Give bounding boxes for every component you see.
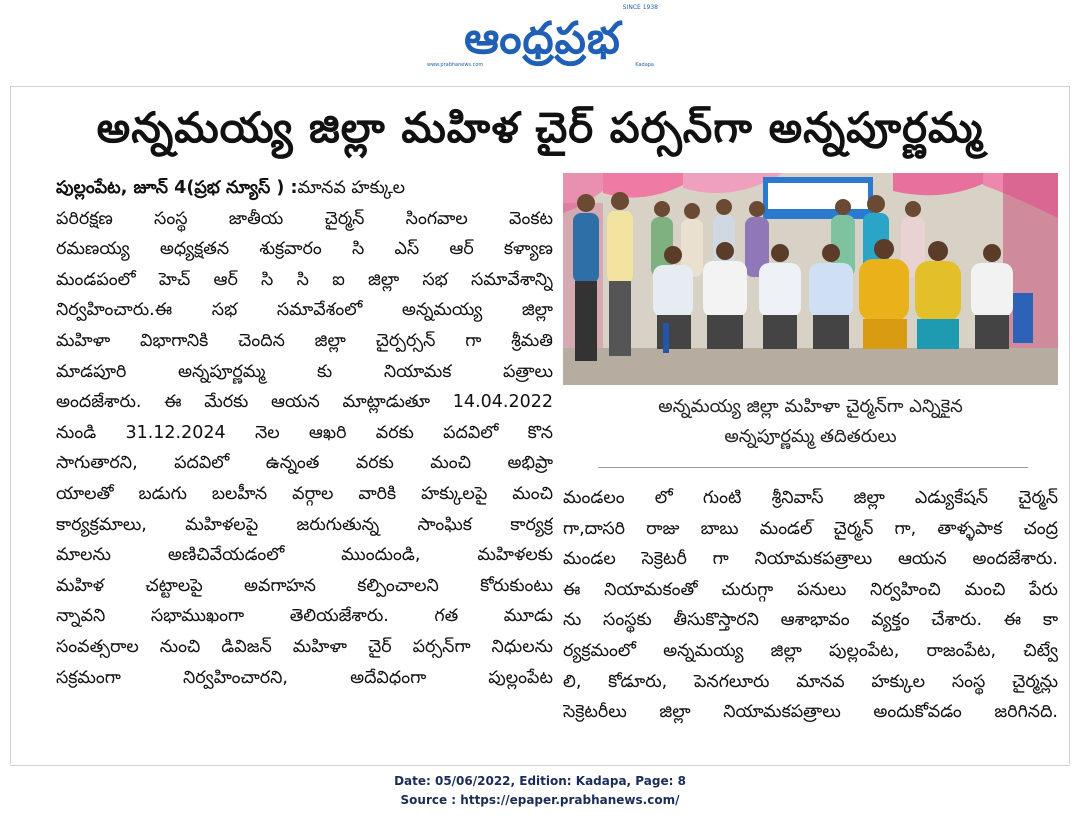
source-line: Source : https://epaper.prabhanews.com/ <box>400 793 680 807</box>
caption-line: అన్నపూర్ణమ్మ తదితరులు <box>724 426 897 447</box>
photo-caption <box>563 392 1058 452</box>
article-line: మాలను అణిచివేయడంలో ముందుండి, మహిళలకు <box>56 545 553 566</box>
logo-website: www.prabhanews.com <box>427 62 484 68</box>
article-headline: అన్నమయ్య జిల్లా మహిళ చైర్ పర్సన్‌గా అన్నపూర్ణమ్మ <box>96 103 984 152</box>
newspaper-logo <box>425 4 660 68</box>
article-dateline: పుల్లంపేట, జూన్ 4(ప్రభ న్యూస్ ) : <box>56 178 298 198</box>
article-line: యాలతో బడుగు బలహీన వర్గాల వారికి హక్కులపై మంచి <box>56 483 553 504</box>
article-line <box>56 173 553 204</box>
article-line: మండపంలో హెచ్ ఆర్ సి సి ఐ జిల్లా సభ సమావేశాన్ని <box>56 269 553 290</box>
article-line: మాడపూరి అన్నపూర్ణమ్మ కు నియామక పత్రాలు <box>56 361 553 382</box>
article-line: ర్యక్రమంలో అన్నమయ్య జిల్లా పుల్లంపేట, రాజంపేట, చిట్వే <box>563 640 1058 661</box>
article-photo <box>563 173 1058 385</box>
masthead <box>0 0 1080 80</box>
group-photo-illustration <box>563 173 1058 385</box>
article-line: ఈ నియామకంతో చురుగ్గా పనులు నిర్వహించి మంచి పేరు <box>563 579 1058 600</box>
article-line: సెక్రెటరీలు జిల్లా నియామకపత్రాలు అందుకోవడం జరిగినది. <box>563 702 1058 723</box>
article-line: సాగుతారని, పదవిలో ఉన్నంత వరకు మంచి అభిప్రా <box>56 453 553 474</box>
article-line: రమణయ్య అధ్యక్షతన శుక్రవారం సి ఎస్ ఆర్ కళ్యాణ <box>56 239 553 260</box>
logo-place: Kadapa <box>635 62 654 68</box>
article-line: నుండి 31.12.2024 నెల ఆఖరి వరకు పదవిలో కొన <box>56 422 553 443</box>
caption-line: అన్నమయ్య జిల్లా మహిళా చైర్మన్‌గా ఎన్నికైన <box>658 396 963 417</box>
article-line: అందజేశారు. ఈ మేరకు ఆయన మాట్లాడుతూ 14.04.2022 <box>56 392 553 413</box>
article-right-column <box>563 483 1058 728</box>
clipping-footer <box>0 772 1080 810</box>
logo-since: SINCE 1938 <box>622 4 658 11</box>
frame-left-border <box>10 86 11 764</box>
article-line: మండల సెక్రెటరీ గా నియామకపత్రాలు ఆయన అందజేశారు. <box>563 549 1058 570</box>
article-line: నిర్వహించారు.ఈ సభ సమావేశంలో అన్నమయ్య జిల్లా <box>56 300 553 321</box>
article-line: సంవత్సరాల నుంచి డివిజన్ మహిళా చైర్ పర్సన్‌గా నిధులను <box>56 636 553 657</box>
article-line: న్నావని సభాముఖంగా తెలియజేశారు. గత మూడు <box>56 606 553 627</box>
article-line: లి, కోడూరు, పెనగలూరు మానవ హక్కుల సంస్థ చైర్మన్లు <box>563 671 1058 692</box>
article-line: కార్యక్రమాలు, మహిళలపై జరుగుతున్న సాంఘిక కార్యక్ర <box>56 514 553 535</box>
frame-right-border <box>1069 86 1070 764</box>
logo-title: ఆంధ్రప్రభ <box>464 13 621 64</box>
caption-divider <box>598 467 1028 468</box>
article-line: సక్రమంగా నిర్వహించారని, అదేవిధంగా పుల్లంపేట <box>56 667 553 688</box>
article-line: మహిళా విభాగానికి చెందిన జిల్లా చైర్పర్సన్ గా శ్రీమతి <box>56 330 553 351</box>
edition-date-line: Date: 05/06/2022, Edition: Kadapa, Page: 8 <box>394 774 686 788</box>
article-line: మహిళ చట్టాలపై అవగాహన కల్పించాలని కోరుకుంటు <box>56 575 553 596</box>
article-line: మండలం లో గుంటి శ్రీనివాస్ జిల్లా ఎడ్యుకేషన్ చైర్మన్ <box>563 488 1058 508</box>
article-line: పరిరక్షణ సంస్థ జాతీయ చైర్మన్ సింగవాల వెంకట <box>56 208 553 229</box>
article-line: ను సంస్థకు తీసుకొస్తారని ఆశాభావం వ్యక్తం చేశారు. ఈ కా <box>563 610 1058 631</box>
article-left-column <box>56 173 553 693</box>
article-line-text: మానవ హక్కుల <box>297 178 406 198</box>
article-line: గా,దాసరి రాజు బాబు మండల్ చైర్మన్ గా, తాళ్ళపాక చంద్ర <box>563 518 1058 539</box>
